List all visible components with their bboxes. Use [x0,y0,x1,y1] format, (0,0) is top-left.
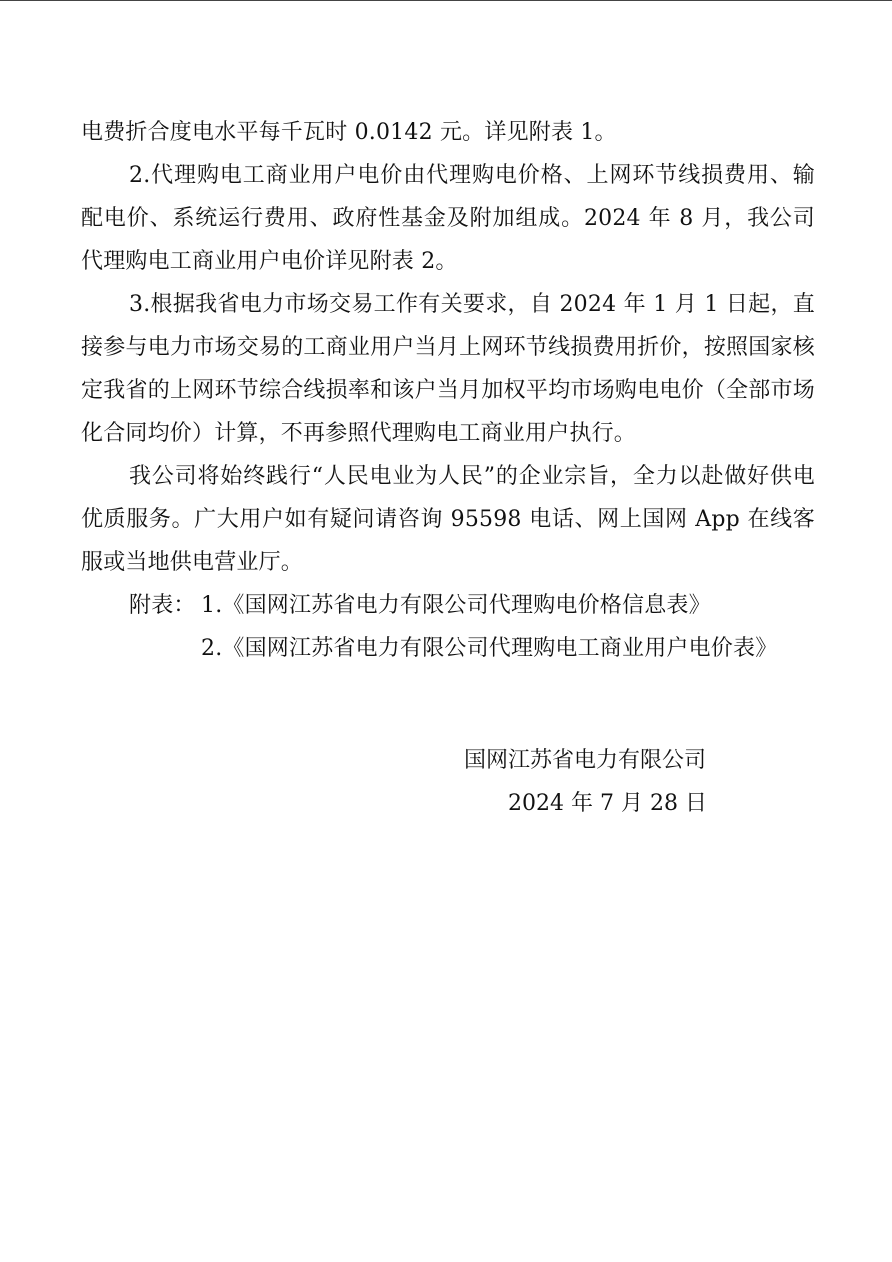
attachment-item-1: 1.《国网江苏省电力有限公司代理购电价格信息表》 [201,593,711,618]
attachment-label: 附表： [129,593,196,618]
attachment-row-1 [81,584,815,627]
attachment-row-2 [81,627,815,670]
signature-organization: 国网江苏省电力有限公司 [464,748,707,773]
paragraph-service-commitment: 我公司将始终践行“人民电业为人民”的企业宗旨，全力以赴做好供电优质服务。广大用户如有疑问请咨询 95598 电话、网上国网 App 在线客服或当地供电营业厅。 [81,464,815,575]
document-body [81,111,815,670]
paragraph-continuation: 电费折合度电水平每千瓦时 0.0142 元。详见附表 1。 [81,120,617,145]
attachment-item-2: 2.《国网江苏省电力有限公司代理购电工商业用户电价表》 [201,636,778,661]
signature-date: 2024 年 7 月 28 日 [508,791,707,816]
paragraph-item-3: 3.根据我省电力市场交易工作有关要求，自 2024 年 1 月 1 日起，直接参与电力市场交易的工商业用户当月上网环节线损费用折价，按照国家核定我省的上网环节综合线损率和该户当月加权平均市场购电电价（全部市场化合同均价）计算，不再参照代理购电工商业用户执行。 [81,292,815,446]
paragraph-item-2: 2.代理购电工商业用户电价由代理购电价格、上网环节线损费用、输配电价、系统运行费用、政府性基金及附加组成。2024 年 8 月，我公司代理购电工商业用户电价详见附表 2。 [81,163,815,274]
